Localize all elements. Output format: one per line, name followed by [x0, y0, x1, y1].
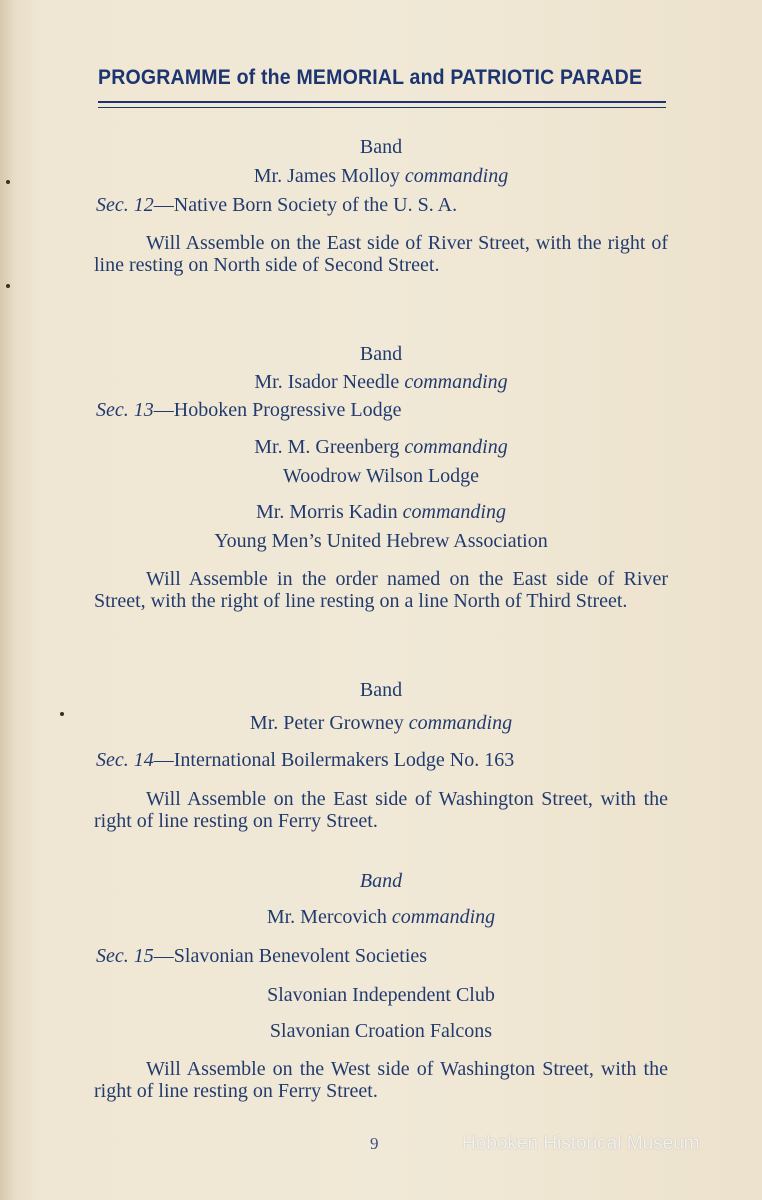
commander-line — [0, 371, 762, 393]
commanding-label: commanding — [404, 436, 508, 458]
organization-name: —International Boilermakers Lodge No. 163 — [153, 749, 515, 771]
commander-name: Mr. Mercovich — [266, 906, 387, 928]
band-heading — [0, 870, 762, 892]
page-number: 9 — [370, 1134, 379, 1153]
section-number: Sec. 14 — [96, 749, 154, 771]
section-line — [96, 399, 402, 421]
assembly-instructions: Will Assemble on the East side of Washington Street, with the right of line resting on Ferry Street. — [94, 788, 668, 832]
assembly-instructions: Will Assemble on the West side of Washington Street, with the right of line resting on Ferry Street. — [94, 1058, 668, 1102]
binding-mark — [6, 284, 10, 288]
commanding-label: commanding — [402, 501, 506, 523]
commander-line — [0, 501, 762, 523]
commander-line — [0, 436, 762, 458]
commander-name: Mr. M. Greenberg — [254, 436, 400, 458]
assembly-instructions: Will Assemble in the order named on the East side of River Street, with the right of line resting on a line North of Third Street. — [94, 568, 668, 612]
organization-name: Young Men’s United Hebrew Association — [214, 530, 548, 552]
section-number: Sec. 13 — [96, 399, 154, 421]
band-label: Band — [359, 870, 403, 892]
band-heading: Band — [359, 679, 403, 701]
organization-name: Slavonian Croation Falcons — [269, 1020, 493, 1042]
commander-name: Mr. Morris Kadin — [256, 501, 398, 523]
assembly-instructions: Will Assemble on the East side of River Street, with the right of line resting on North side of Second Street. — [94, 232, 668, 276]
commander-name: Mr. Isador Needle — [254, 371, 400, 393]
band-heading: Band — [359, 343, 403, 365]
section-line — [96, 749, 514, 771]
section-number: Sec. 12 — [96, 194, 154, 216]
title-rule-thin — [98, 107, 666, 108]
commander-line — [0, 165, 762, 187]
commander-line — [0, 906, 762, 928]
museum-watermark: Hoboken Historical Museum — [462, 1133, 700, 1154]
band-heading: Band — [359, 136, 403, 158]
commander-name: Mr. James Molloy — [253, 165, 400, 187]
commanding-label: commanding — [391, 906, 496, 928]
organization-name: Woodrow Wilson Lodge — [282, 465, 480, 487]
commanding-label: commanding — [408, 712, 513, 734]
section-line — [96, 945, 427, 967]
commanding-label: commanding — [404, 165, 509, 187]
section-line — [96, 194, 457, 216]
page-title: PROGRAMME of the MEMORIAL and PATRIOTIC PARADE — [98, 66, 643, 89]
section-number: Sec. 15 — [96, 945, 154, 967]
commander-name: Mr. Peter Growney — [249, 712, 404, 734]
title-rule — [98, 101, 666, 103]
commander-line — [0, 712, 762, 734]
organization-name: —Hoboken Progressive Lodge — [153, 399, 402, 421]
commanding-label: commanding — [404, 371, 508, 393]
organization-name: —Native Born Society of the U. S. A. — [153, 194, 458, 216]
organization-name: —Slavonian Benevolent Societies — [153, 945, 428, 967]
organization-name: Slavonian Independent Club — [267, 984, 495, 1006]
